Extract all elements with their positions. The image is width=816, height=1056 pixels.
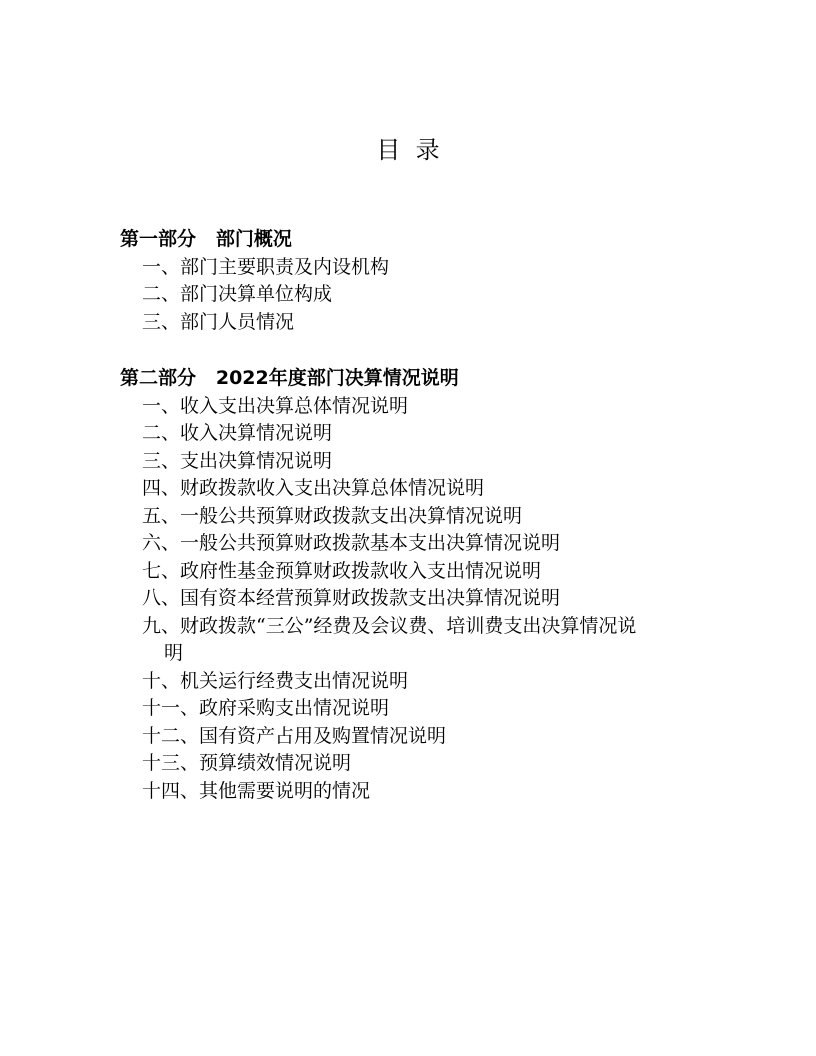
- section-heading: 第一部分 部门概况: [120, 228, 292, 250]
- toc-section-part-two: [120, 365, 720, 805]
- toc-item-continuation: 明: [164, 642, 184, 664]
- toc-item-list: [120, 393, 720, 806]
- toc-item: 十一、政府采购支出情况说明: [142, 697, 390, 719]
- toc-item: 七、政府性基金预算财政拨款收入支出情况说明: [142, 559, 542, 582]
- toc-item: 五、一般公共预算财政拨款支出决算情况说明: [142, 504, 523, 527]
- toc-item: 四、财政拨款收入支出决算总体情况说明: [142, 477, 485, 499]
- toc-item: 三、支出决算情况说明: [142, 449, 333, 472]
- toc-item-list: [120, 254, 720, 337]
- toc-title: 目 录: [376, 136, 440, 164]
- section-heading: 第二部分 2022年度部门决算情况说明: [120, 367, 459, 389]
- toc-item: 二、部门决算单位构成: [142, 283, 333, 305]
- toc-item: 二、收入决算情况说明: [142, 422, 333, 444]
- toc-item-text: 九、财政拨款“三公”经费及会议费、培训费支出决算情况说: [142, 614, 637, 637]
- toc-item-wrapped: [120, 613, 697, 668]
- toc-item: 一、收入支出决算总体情况说明: [142, 394, 409, 417]
- toc-item: 一、部门主要职责及内设机构: [142, 255, 390, 278]
- toc-item: 三、部门人员情况: [142, 310, 295, 333]
- toc-item: 八、国有资本经营预算财政拨款支出决算情况说明: [142, 587, 561, 609]
- toc-item: 十二、国有资产占用及购置情况说明: [142, 724, 447, 747]
- toc-item: 十、机关运行经费支出情况说明: [142, 669, 409, 692]
- toc-section-part-one: [120, 226, 720, 336]
- toc-item: 六、一般公共预算财政拨款基本支出决算情况说明: [142, 532, 561, 554]
- toc-item: 十四、其他需要说明的情况: [142, 779, 371, 802]
- toc-item: 十三、预算绩效情况说明: [142, 752, 352, 774]
